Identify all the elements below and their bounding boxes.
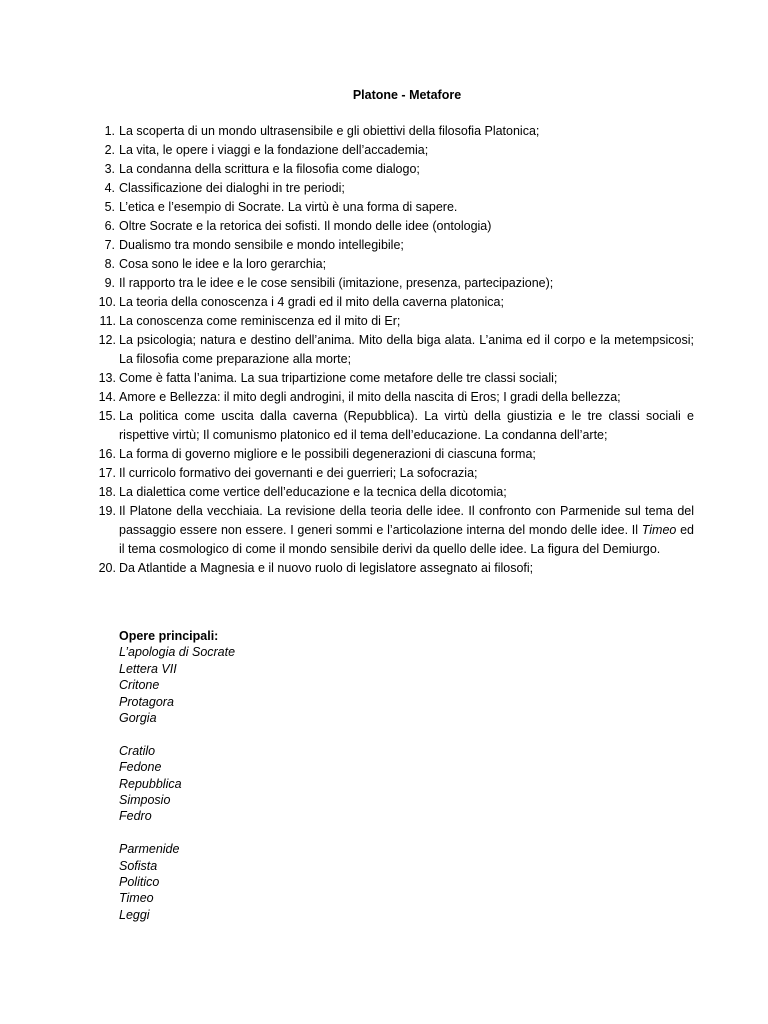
topic-number: 19.: [98, 504, 116, 518]
topic-item: [104, 198, 694, 217]
work-title: Protagora: [119, 694, 174, 709]
work-title: Lettera VII: [119, 661, 177, 676]
work-title: Sofista: [119, 858, 158, 873]
work-title: Repubblica: [119, 776, 182, 791]
work-title: L’apologia di Socrate: [119, 645, 236, 660]
topic-text: Da Atlantide a Magnesia e il nuovo ruolo di legislatore assegnato ai filosofi;: [119, 561, 534, 575]
works-group: [119, 743, 235, 825]
topic-number: 16.: [98, 447, 116, 461]
page-title: Platone - Metafore: [352, 88, 462, 102]
work-title: Politico: [119, 875, 160, 890]
work-title: Fedro: [119, 809, 152, 824]
topic-item: [104, 179, 694, 198]
topic-text: Amore e Bellezza: il mito degli androgini, il mito della nascita di Eros; I gradi della bellezza;: [119, 390, 621, 404]
topic-text: ed il tema cosmologico di come il mondo sensibile derivi da quello delle idee. La figura del Demiurgo.: [119, 523, 694, 556]
topic-item: [98, 369, 694, 388]
topic-item: [104, 274, 694, 293]
topic-text: La politica come uscita dalla caverna (Repubblica). La virtù della giustizia e le tre classi sociali e rispettive virtù; Il comunismo platonico ed il tema dell’educazione. La condanna dell’arte;: [119, 409, 694, 442]
works-groups: [119, 644, 235, 923]
topic-text: La dialettica come vertice dell’educazione e la tecnica della dicotomia;: [119, 485, 507, 499]
topic-item: [98, 445, 694, 464]
topic-number: 5.: [104, 200, 115, 214]
topic-item: [104, 141, 694, 160]
topic-text: La teoria della conoscenza i 4 gradi ed il mito della caverna platonica;: [119, 295, 504, 309]
topic-item: [98, 388, 694, 407]
work-title: Fedone: [119, 760, 162, 775]
work-title: Gorgia: [119, 711, 157, 726]
topic-number: 12.: [98, 333, 116, 347]
topics-list: [98, 122, 694, 578]
topic-text: La conoscenza come reminiscenza ed il mito di Er;: [119, 314, 401, 328]
topic-item: [98, 559, 694, 578]
work-title: Timeo: [119, 891, 154, 906]
topic-item: [98, 464, 694, 483]
topic-number: 2.: [104, 143, 115, 157]
topic-item: [98, 483, 694, 502]
topic-item: [98, 331, 694, 369]
topic-item: [104, 217, 694, 236]
topic-number: 6.: [104, 219, 115, 233]
topic-item: [98, 407, 694, 445]
topic-item: [104, 236, 694, 255]
works-group: [119, 841, 235, 923]
topic-number: 1.: [104, 124, 115, 138]
topic-item: [104, 255, 694, 274]
work-title: Parmenide: [119, 842, 180, 857]
topic-item: [104, 160, 694, 179]
topic-number: 9.: [104, 276, 115, 290]
topic-number: 15.: [98, 409, 116, 423]
works-group: [119, 644, 235, 726]
topic-text: Il curricolo formativo dei governanti e dei guerrieri; La sofocrazia;: [119, 466, 478, 480]
topic-text: Dualismo tra mondo sensibile e mondo intellegibile;: [119, 238, 404, 252]
topic-number: 10.: [98, 295, 116, 309]
topic-number: 13.: [98, 371, 116, 385]
topic-text: Come è fatta l’anima. La sua tripartizione come metafore delle tre classi sociali;: [119, 371, 558, 385]
topic-number: 20.: [98, 561, 116, 575]
topic-text: L’etica e l’esempio di Socrate. La virtù è una forma di sapere.: [119, 200, 458, 214]
topic-text: Il rapporto tra le idee e le cose sensibili (imitazione, presenza, partecipazione);: [119, 276, 554, 290]
topic-text: Cosa sono le idee e la loro gerarchia;: [119, 257, 327, 271]
work-title: Critone: [119, 678, 160, 693]
topic-item: [99, 312, 694, 331]
topic-item: [98, 293, 694, 312]
work-title: Leggi: [119, 907, 150, 922]
topic-number: 7.: [104, 238, 115, 252]
topic-text: La condanna della scrittura e la filosofia come dialogo;: [119, 162, 420, 176]
topic-text: La psicologia; natura e destino dell’anima. Mito della biga alata. L’anima ed il corpo e la metempsicosi; La filosofia come preparazione alla morte;: [119, 333, 694, 366]
topic-text: La vita, le opere i viaggi e la fondazione dell’accademia;: [119, 143, 429, 157]
work-title: Simposio: [119, 793, 171, 808]
topic-number: 4.: [104, 181, 115, 195]
topic-number: 8.: [104, 257, 115, 271]
topic-item: [104, 122, 694, 141]
works-section: [119, 628, 235, 940]
topic-text: Il Platone della vecchiaia. La revisione della teoria delle idee. Il confronto con Parmenide sul tema del passaggio essere non essere. I generi sommi e l’articolazione interna del mondo delle idee. Il: [119, 504, 694, 537]
topic-item: [98, 502, 694, 559]
topic-number: 14.: [98, 390, 116, 404]
topic-number: 17.: [98, 466, 116, 480]
works-heading: Opere principali:: [119, 629, 219, 643]
topic-number: 18.: [98, 485, 116, 499]
topic-text: Oltre Socrate e la retorica dei sofisti. Il mondo delle idee (ontologia): [119, 219, 492, 233]
topic-number: 3.: [104, 162, 115, 176]
topic-text: La scoperta di un mondo ultrasensibile e gli obiettivi della filosofia Platonica;: [119, 124, 540, 138]
work-title: Cratilo: [119, 743, 156, 758]
topic-text-italic: Timeo: [641, 523, 677, 537]
topic-text: Classificazione dei dialoghi in tre periodi;: [119, 181, 345, 195]
topic-text: La forma di governo migliore e le possibili degenerazioni di ciascuna forma;: [119, 447, 536, 461]
topic-number: 11.: [99, 314, 116, 328]
